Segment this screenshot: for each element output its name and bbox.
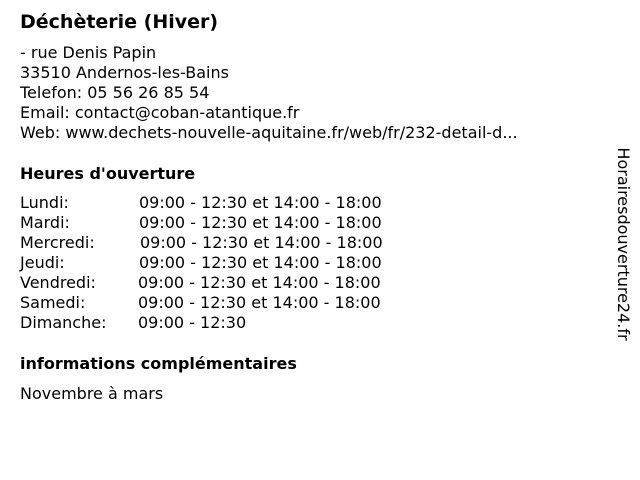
time-range: 09:00 - 12:30 et 14:00 - 18:00 [139, 213, 382, 232]
additional-info-text: Novembre à mars [20, 384, 164, 403]
phone-number: Telefon: 05 56 26 85 54 [20, 83, 210, 102]
site-brand-vertical: Horairesdouverture24.fr [614, 147, 633, 341]
day-label: Jeudi: [20, 253, 65, 272]
day-label: Mercredi: [20, 233, 95, 252]
time-range: 09:00 - 12:30 et 14:00 - 18:00 [138, 273, 381, 292]
email-address: Email: contact@coban-atantique.fr [20, 103, 300, 122]
time-range: 09:00 - 12:30 et 14:00 - 18:00 [138, 293, 381, 312]
day-label: Lundi: [20, 193, 69, 212]
day-label: Vendredi: [20, 273, 96, 292]
time-range: 09:00 - 12:30 et 14:00 - 18:00 [139, 253, 382, 272]
street-address: - rue Denis Papin [20, 43, 157, 62]
additional-info-heading: informations complémentaires [20, 354, 297, 373]
time-range: 09:00 - 12:30 et 14:00 - 18:00 [139, 193, 382, 212]
day-label: Samedi: [20, 293, 86, 312]
day-label: Dimanche: [20, 313, 107, 332]
time-range: 09:00 - 12:30 et 14:00 - 18:00 [140, 233, 383, 252]
website-link[interactable]: Web: www.dechets-nouvelle-aquitaine.fr/web/fr/232-detail-d... [20, 123, 518, 142]
address-block [20, 43, 518, 143]
opening-hours-heading: Heures d'ouverture [20, 164, 196, 183]
page-title: Déchèterie (Hiver) [20, 11, 219, 33]
day-label: Mardi: [20, 213, 70, 232]
time-range: 09:00 - 12:30 [138, 313, 247, 332]
city-address: 33510 Andernos-les-Bains [20, 63, 229, 82]
